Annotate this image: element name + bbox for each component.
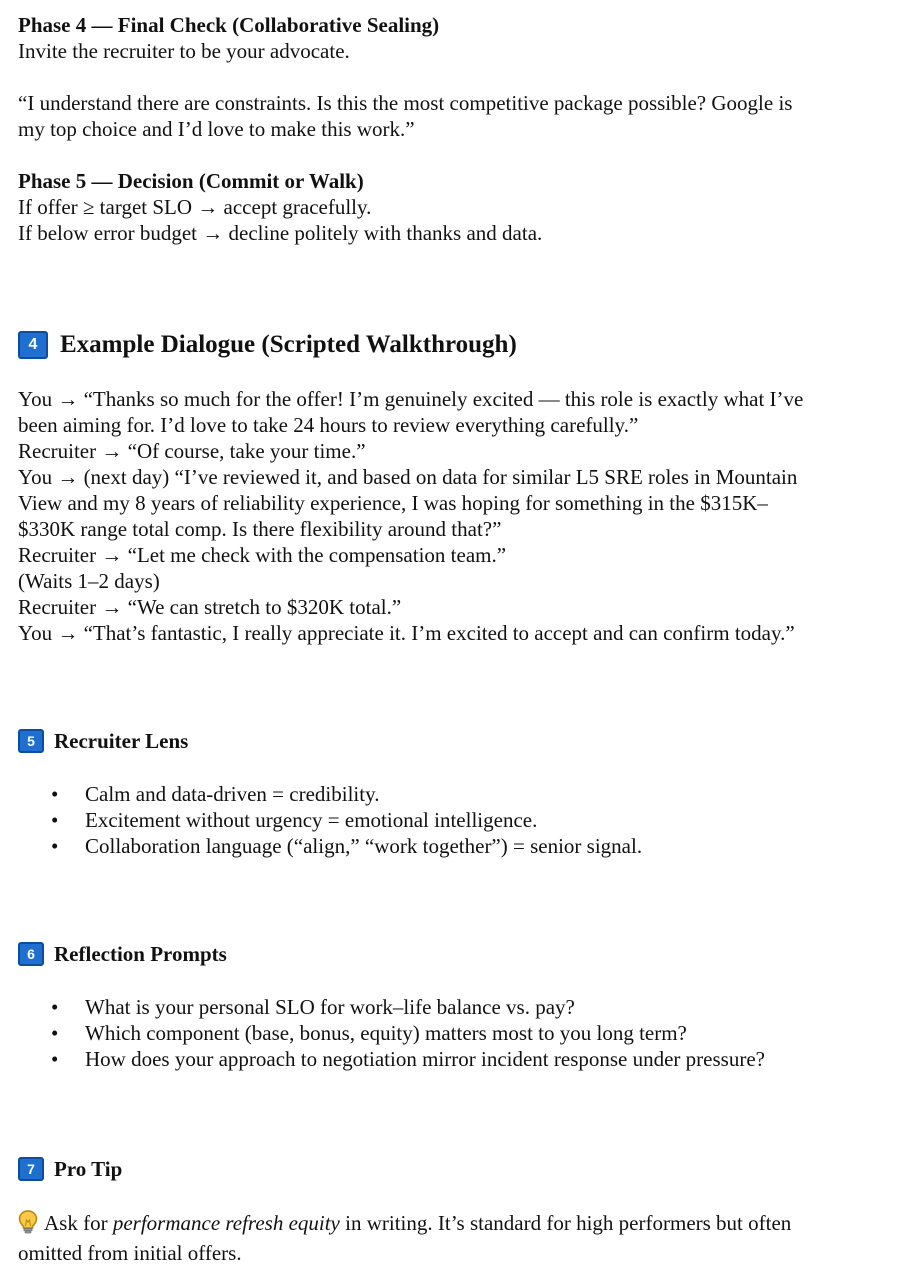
spacer — [18, 754, 898, 781]
spacer — [18, 142, 898, 168]
spacer — [18, 646, 898, 728]
dialogue-block — [18, 386, 898, 646]
document-page — [18, 12, 898, 1266]
section5-heading — [18, 728, 898, 754]
reflection-prompts-list — [18, 994, 898, 1072]
section5-title: Recruiter Lens — [54, 729, 189, 753]
phase5-line: If below error budget → decline politely with thanks and data. — [18, 221, 543, 245]
list-item-text: Calm and data-driven = credibility. — [85, 782, 380, 806]
dialogue-line: You → “That’s fantastic, I really appreciate it. I’m excited to accept and can confirm today.” — [18, 621, 795, 645]
dialogue-line: View and my 8 years of reliability experience, I was hoping for something in the $315K– — [18, 491, 768, 515]
lightbulb-icon — [18, 1210, 38, 1240]
spacer — [18, 360, 898, 386]
phase4-title: Phase 4 — Final Check (Collaborative Sealing) — [18, 13, 440, 37]
list-item — [18, 1046, 898, 1072]
spacer — [18, 967, 898, 994]
dialogue-line: Recruiter → “Let me check with the compensation team.” — [18, 543, 507, 567]
dialogue-line: been aiming for. I’d love to take 24 hours to review everything carefully.” — [18, 413, 639, 437]
section-number-badge: 4 — [18, 331, 48, 359]
recruiter-lens-list — [18, 781, 898, 859]
phase5-line: If offer ≥ target SLO → accept gracefully. — [18, 195, 372, 219]
dialogue-line: (Waits 1–2 days) — [18, 569, 160, 593]
bullet-icon: • — [51, 995, 59, 1019]
dialogue-line: $330K range total comp. Is there flexibility around that?” — [18, 517, 502, 541]
bullet-icon: • — [51, 834, 59, 858]
dialogue-line: Recruiter → “We can stretch to $320K total.” — [18, 595, 402, 619]
spacer — [18, 246, 898, 330]
list-item-text: Collaboration language (“align,” “work together”) = senior signal. — [85, 834, 643, 858]
bullet-icon: • — [51, 782, 59, 806]
list-item — [18, 781, 898, 807]
section4-heading — [18, 330, 898, 360]
list-item-text: What is your personal SLO for work–life balance vs. pay? — [85, 995, 575, 1019]
section-number-badge: 6 — [18, 942, 44, 966]
dialogue-line: Recruiter → “Of course, take your time.” — [18, 439, 366, 463]
dialogue-line: You → “Thanks so much for the offer! I’m genuinely excited — this role is exactly what I’ve — [18, 387, 804, 411]
section7-title: Pro Tip — [54, 1157, 123, 1181]
pro-tip-suffix: in writing. It’s standard for high performers but often — [339, 1211, 792, 1235]
section4-title: Example Dialogue (Scripted Walkthrough) — [60, 331, 517, 358]
list-item-text: Excitement without urgency = emotional intelligence. — [85, 808, 538, 832]
list-item — [18, 994, 898, 1020]
phase4-quote-line: my top choice and I’d love to make this work.” — [18, 117, 415, 141]
pro-tip-line2: omitted from initial offers. — [18, 1241, 242, 1265]
section6-heading — [18, 941, 898, 967]
bullet-icon: • — [51, 808, 59, 832]
phase4-quote-line: “I understand there are constraints. Is this the most competitive package possible? Google is — [18, 91, 793, 115]
list-item — [18, 807, 898, 833]
spacer — [18, 64, 898, 90]
section6-title: Reflection Prompts — [54, 942, 227, 966]
pro-tip-text — [18, 1210, 898, 1240]
section-number-badge: 7 — [18, 1157, 44, 1181]
section7-heading — [18, 1156, 898, 1182]
section-number-badge: 5 — [18, 729, 44, 753]
list-item — [18, 833, 898, 859]
bullet-icon: • — [51, 1047, 59, 1071]
list-item — [18, 1020, 898, 1046]
phase5-title: Phase 5 — Decision (Commit or Walk) — [18, 169, 364, 193]
list-item-text: Which component (base, bonus, equity) matters most to you long term? — [85, 1021, 687, 1045]
bullet-icon: • — [51, 1021, 59, 1045]
spacer — [18, 859, 898, 941]
list-item-text: How does your approach to negotiation mirror incident response under pressure? — [85, 1047, 765, 1071]
pro-tip-emphasis: performance refresh equity — [112, 1211, 340, 1235]
pro-tip-prefix: Ask for — [44, 1211, 113, 1235]
spacer — [18, 1072, 898, 1156]
spacer — [18, 1182, 898, 1210]
phase4-intro: Invite the recruiter to be your advocate. — [18, 39, 350, 63]
dialogue-line: You → (next day) “I’ve reviewed it, and based on data for similar L5 SRE roles in Mountain — [18, 465, 798, 489]
